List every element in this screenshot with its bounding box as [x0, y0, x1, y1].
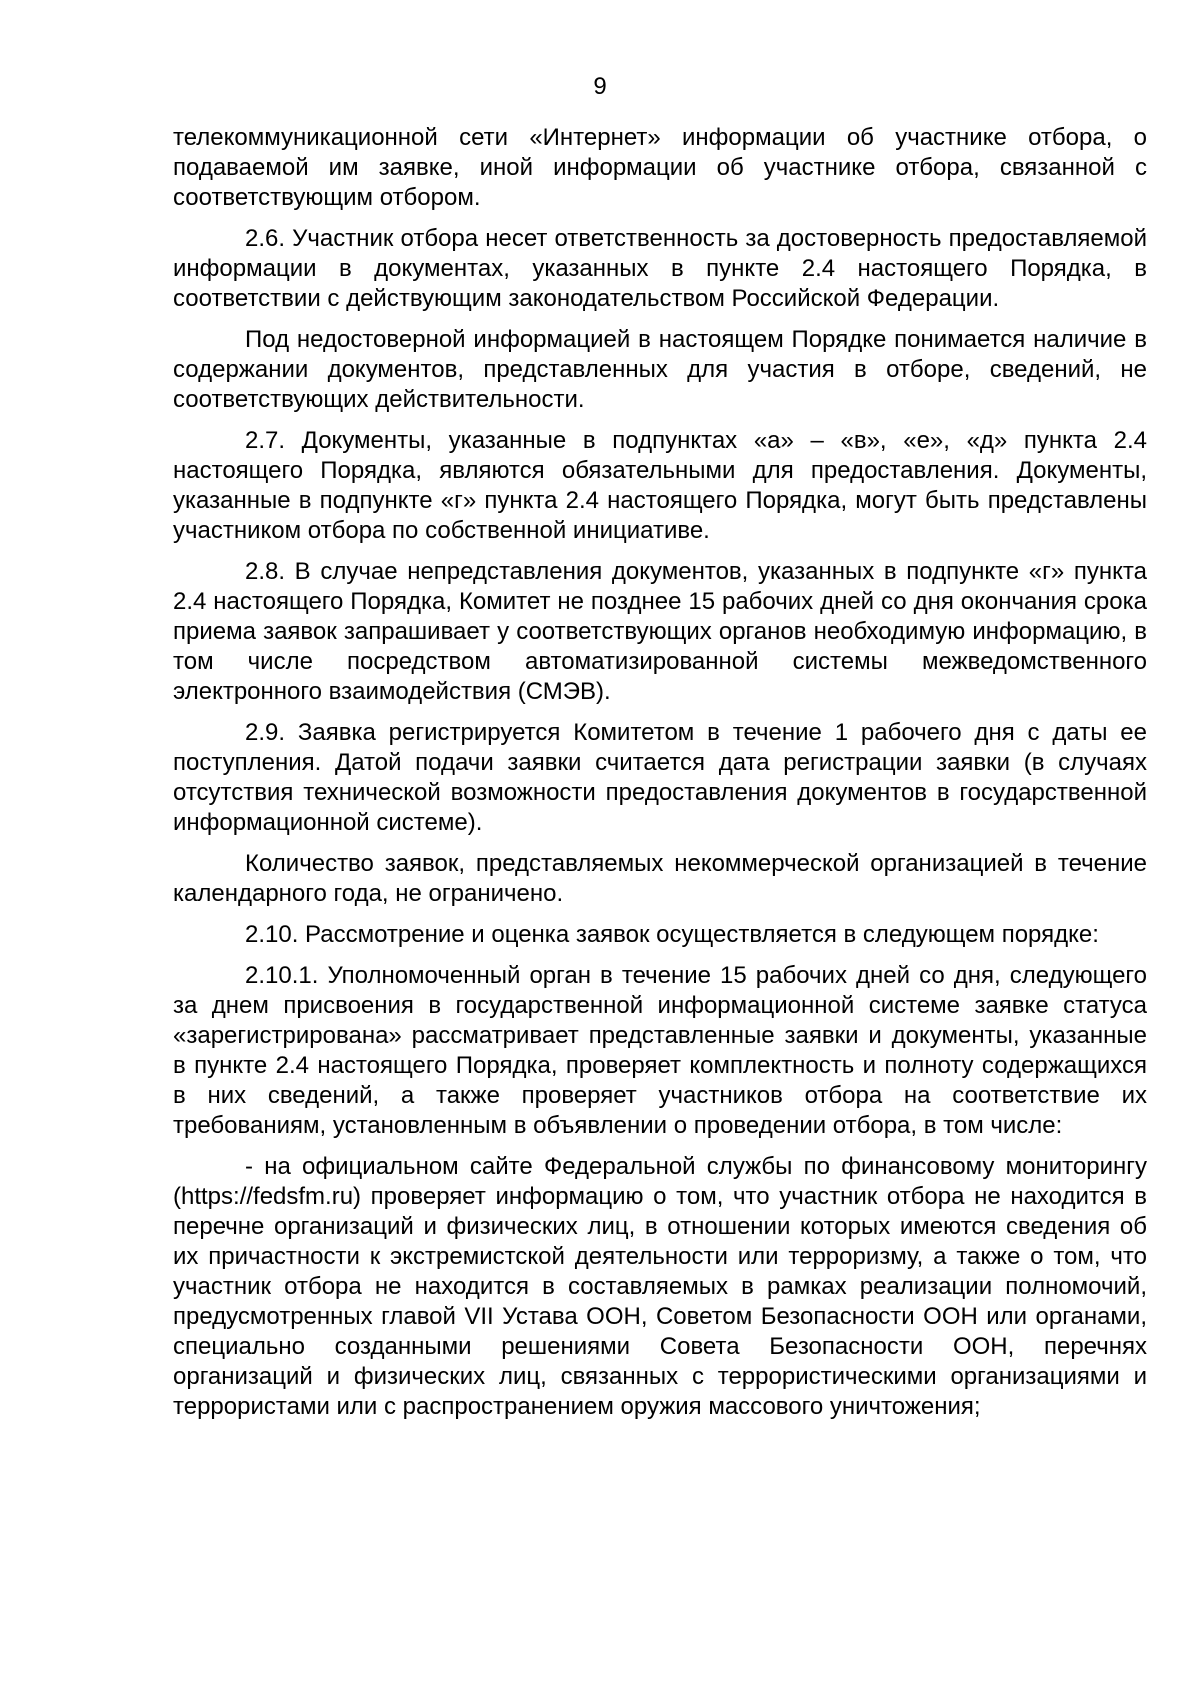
paragraph: 2.9. Заявка регистрируется Комитетом в течение 1 рабочего дня с даты ее поступления. Датой подачи заявки считается дата регистрации заявки (в случаях отсутствия технической возможности предоставления документов в государственной информационной системе).: [173, 719, 1147, 836]
paragraph: Под недостоверной информацией в настоящем Порядке понимается наличие в содержании документов, представленных для участия в отборе, сведений, не соответствующих действительности.: [173, 326, 1147, 413]
paragraph: 2.6. Участник отбора несет ответственность за достоверность предоставляемой информации в документах, указанных в пункте 2.4 настоящего Порядка, в соответствии с действующим законодательством Российской Федерации.: [173, 225, 1147, 312]
paragraph: 2.8. В случае непредставления документов, указанных в подпункте «г» пункта 2.4 настоящего Порядка, Комитет не позднее 15 рабочих дней со дня окончания срока приема заявок запрашивает у соответствующих органов необходимую информацию, в том числе посредством автоматизированной системы межведомственного электронного взаимодействия (СМЭВ).: [173, 558, 1147, 705]
paragraph: телекоммуникационной сети «Интернет» информации об участнике отбора, о подаваемой им заявке, иной информации об участнике отбора, связанной с соответствующим отбором.: [173, 124, 1147, 211]
paragraph: - на официальном сайте Федеральной службы по финансовому мониторингу (https://fedsfm.ru) проверяет информацию о том, что участник отбора не находится в перечне организаций и физических лиц, в отношении которых имеются сведения об их причастности к экстремистской деятельности или терроризму, а также о том, что участник отбора не находится в составляемых в рамках реализации полномочий, предусмотренных главой VII Устава ООН, Советом Безопасности ООН или органами, специально созданными решениями Совета Безопасности ООН, перечнях организаций и физических лиц, связанных с террористическими организациями и террористами или с распространением оружия массового уничтожения;: [173, 1153, 1147, 1420]
paragraph: Количество заявок, представляемых некоммерческой организацией в течение календарного года, не ограничено.: [173, 850, 1147, 907]
paragraph: 2.10.1. Уполномоченный орган в течение 15 рабочих дней со дня, следующего за днем присвоения в государственной информационной системе заявке статуса «зарегистрирована» рассматривает представленные заявки и документы, указанные в пункте 2.4 настоящего Порядка, проверяет комплектность и полноту содержащихся в них сведений, а также проверяет участников отбора на соответствие их требованиям, установленным в объявлении о проведении отбора, в том числе:: [173, 962, 1147, 1139]
paragraph: 2.7. Документы, указанные в подпунктах «а» – «в», «е», «д» пункта 2.4 настоящего Порядка, являются обязательными для предоставления. Документы, указанные в подпункте «г» пункта 2.4 настоящего Порядка, могут быть представлены участником отбора по собственной инициативе.: [173, 427, 1147, 544]
paragraph: 2.10. Рассмотрение и оценка заявок осуществляется в следующем порядке:: [245, 921, 1099, 948]
page-number: 9: [593, 73, 607, 100]
document-body: [173, 123, 1147, 1433]
